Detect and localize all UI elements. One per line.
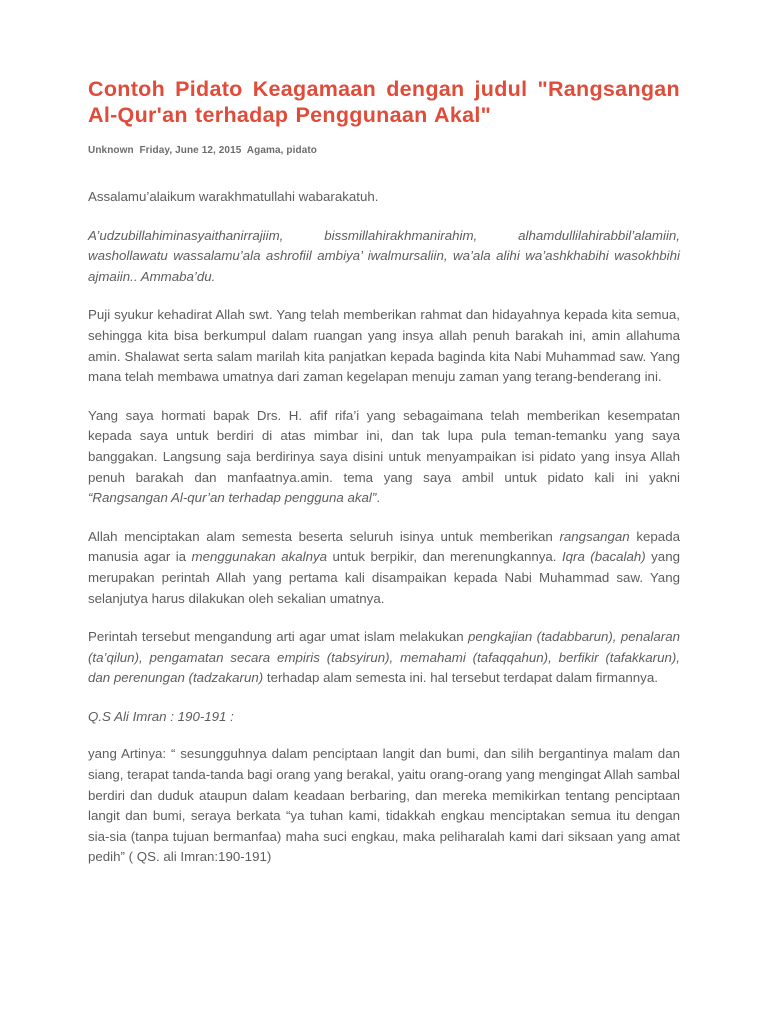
paragraph-hormat-tail: . (376, 490, 381, 506)
term-list-pengkajian: pengkajian (tadabbarun), penalaran (ta’qilun), pengamatan secara empiris (tabsyirun), memahami (tafaqqahun), berfikir (tafakkarun), dan perenungan (tadzakarun) (88, 629, 680, 686)
paragraph-allah-menciptakan (88, 527, 680, 609)
paragraph-greeting: Assalamu’alaikum warakhmatullahi wabarakatuh. (88, 189, 379, 204)
paragraph-arti: yang Artinya: “ sesungguhnya dalam penciptaan langit dan bumi, dan silih bergantinya malam dan siang, terapat tanda-tanda bagi orang yang berakal, yaitu orang-orang yang mengingat Allah sambal berdiri dan duduk ataupun dalam keadaan berbaring, dan mereka memikirkan tentang penciptaan langit dan bumi, seraya berkata “ya tuhan kami, tidakkah engkau menciptakan semua itu dengan sia-sia (tanpa tujuan bermanfaa) maha suci engkau, maka peliharalah kami dari siksaan yang amat pedih” ( QS. ali Imran:190-191) (88, 746, 680, 865)
paragraph-perintah (88, 627, 680, 689)
pidato-theme-quote: “Rangsangan Al-qur’an terhadap pengguna akal” (88, 490, 377, 506)
allah-text-1: Allah menciptakan alam semesta beserta seluruh isinya untuk memberikan (88, 528, 560, 544)
paragraph-hormat-text: Yang saya hormati bapak Drs. H. afif rifa’i yang sebagaimana telah memberikan kesempatan kepada saya untuk berdiri di atas mimbar ini, dan tak lupa pula teman-temanku yang saya banggakan. Langsung saja berdirinya saya disini untuk menyampaikan isi pidato yang insya Allah penuh barakah dan manfaatnya.amin. tema yang saya ambil untuk pidato kali ini yakni (88, 407, 680, 485)
page-title: Contoh Pidato Keagamaan dengan judul "Rangsangan Al-Qur'an terhadap Penggunaan Akal" (88, 77, 680, 127)
allah-text-4: yang merupakan perintah Allah yang pertama kali disampaikan kepada Nabi Muhammad saw. Yang selanjutya harus dilakukan oleh sekalian umatnya. (88, 549, 680, 606)
paragraph-hormat (88, 406, 680, 509)
term-menggunakan-akalnya: menggunakan akalnya (191, 549, 328, 565)
article-body (88, 187, 680, 868)
article-meta: Unknown Friday, June 12, 2015 Agama, pidato (88, 145, 318, 156)
term-rangsangan: rangsangan (559, 528, 630, 544)
paragraph-basmalah: A’udzubillahiminasyaithanirrajiim, bissmillahirakhmanirahim, alhamdullilahirabbil’alamiin, washollawatu wassalamu’ala ashrofiil ambiya’ iwalmursaliin, wa’ala alihi wa’ashkhabihi wasokhbihi ajmaiin.. Ammaba’du. (88, 227, 680, 284)
quran-reference: Q.S Ali Imran : 190-191 : (88, 708, 234, 724)
allah-text-3: untuk berpikir, dan merenungkannya. (327, 549, 562, 565)
paragraph-syukur: Puji syukur kehadirat Allah swt. Yang telah memberikan rahmat dan hidayahnya kepada kita semua, sehingga kita bisa berkumpul dalam ruangan yang insya allah penuh barakah ini, amin allahuma amin. Shalawat serta salam marilah kita panjatkan kepada baginda kita Nabi Muhammad saw. Yang mana telah membawa umatnya dari zaman kegelapan menuju zaman yang terang-benderang ini. (88, 307, 680, 385)
term-iqra-bacalah: Iqra (bacalah) (561, 549, 646, 565)
perintah-text-1: Perintah tersebut mengandung arti agar umat islam melakukan (88, 629, 468, 645)
perintah-text-2: terhadap alam semesta ini. hal tersebut terdapat dalam firmannya. (263, 670, 658, 686)
allah-text-2: kepada manusia agar ia (88, 528, 680, 565)
